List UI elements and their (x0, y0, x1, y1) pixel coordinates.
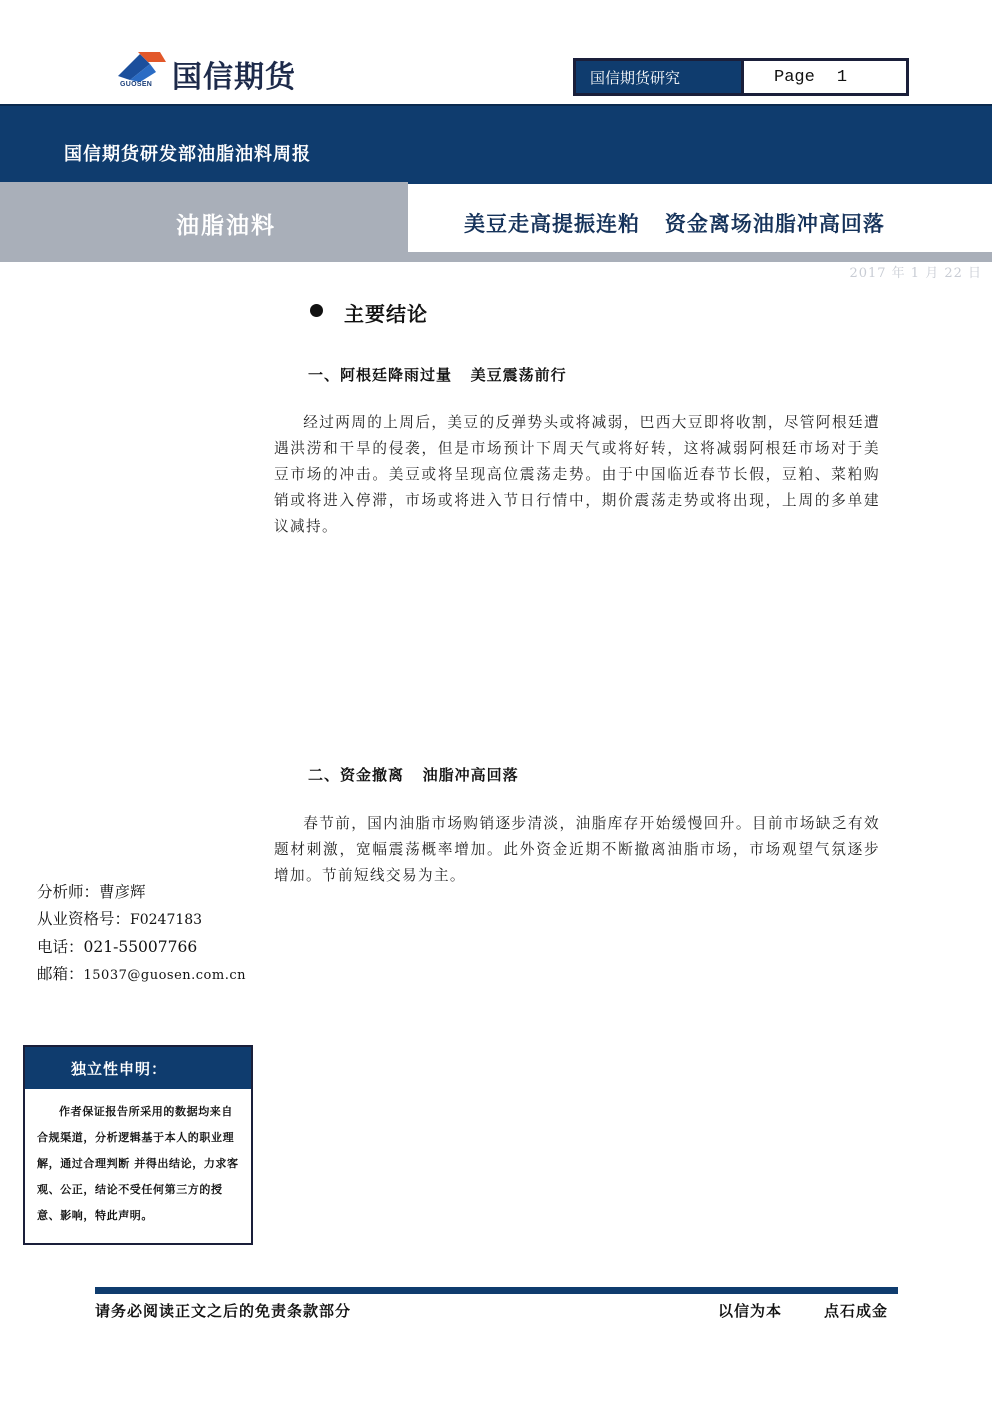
page-number-box (744, 61, 906, 93)
analyst-email-row (37, 961, 246, 989)
logo-text: 国信期货 (172, 60, 296, 95)
section-paragraph: 春节前，国内油脂市场购销逐步清淡，油脂库存开始缓慢回升。目前市场缺乏有效题材刺激，宽幅震荡概率增加。此外资金近期不断撤离油脂市场，市场观望气氛逐步增加。节前短线交易为主。 (274, 815, 880, 884)
analyst-license: F0247183 (130, 912, 203, 928)
disclaimer-notice: 请务必阅读正文之后的免责条款部分 (95, 1302, 352, 1320)
section-heading: 二、资金撤离 油脂冲高回落 (308, 766, 519, 784)
report-date: 2017 年 1 月 22 日 (849, 266, 982, 281)
analyst-name-row (37, 879, 246, 906)
page-indicator (573, 58, 909, 96)
page-label: Page (774, 67, 815, 87)
independence-statement (23, 1045, 253, 1245)
analyst-info (37, 879, 246, 989)
analyst-email-label: 邮箱： (37, 965, 84, 983)
report-title: 国信期货研发部油脂油料周报 (64, 144, 311, 165)
analyst-name: 曹彦辉 (99, 883, 146, 901)
analyst-license-label: 从业资格号： (37, 910, 131, 928)
analyst-license-row (37, 906, 246, 934)
analyst-phone-label: 电话： (37, 938, 84, 956)
divider-band (408, 252, 992, 262)
analyst-phone-row (37, 934, 246, 961)
logo-subtitle: GUOSEN (120, 81, 153, 88)
section-heading: 一、阿根廷降雨过量 美豆震荡前行 (308, 366, 567, 384)
footer-slogan: 点石成金 (824, 1302, 889, 1320)
section-title: 主要结论 (344, 302, 428, 326)
statement-text: 作者保证报告所采用的数据均来自合规渠道，分析逻辑基于本人的职业理解，通过合理判断 并得出结论，力求客观、公正，结论不受任何第三方的授意、影响，特此声明。 (37, 1105, 239, 1222)
company-logo (116, 48, 346, 94)
headline: 美豆走高提振连粕 资金离场油脂冲高回落 (464, 211, 885, 236)
footer-slogan: 以信为本 (718, 1302, 783, 1320)
statement-title: 独立性申明： (25, 1047, 251, 1089)
analyst-phone: 021-55007766 (83, 938, 198, 956)
sector-label: 油脂油料 (176, 212, 276, 239)
section-paragraph: 经过两周的上周后，美豆的反弹势头或将减弱，巴西大豆即将收割，尽管阿根廷遭遇洪涝和干旱的侵袭，但是市场预计下周天气或将好转，这将减弱阿根廷市场对于美豆市场的冲击。美豆或将呈现高位震荡走势。由于中国临近春节长假，豆粕、菜粕购销或将进入停滞，市场或将进入节日行情中，期价震荡走势或将出现，上周的多单建议减持。 (274, 414, 880, 535)
research-label: 国信期货研究 (576, 61, 744, 93)
analyst-name-label: 分析师： (37, 883, 100, 901)
analyst-email: 15037@guosen.com.cn (83, 968, 246, 983)
footer-rule (95, 1287, 898, 1294)
bullet-icon (310, 304, 323, 317)
page-number: 1 (836, 67, 848, 87)
